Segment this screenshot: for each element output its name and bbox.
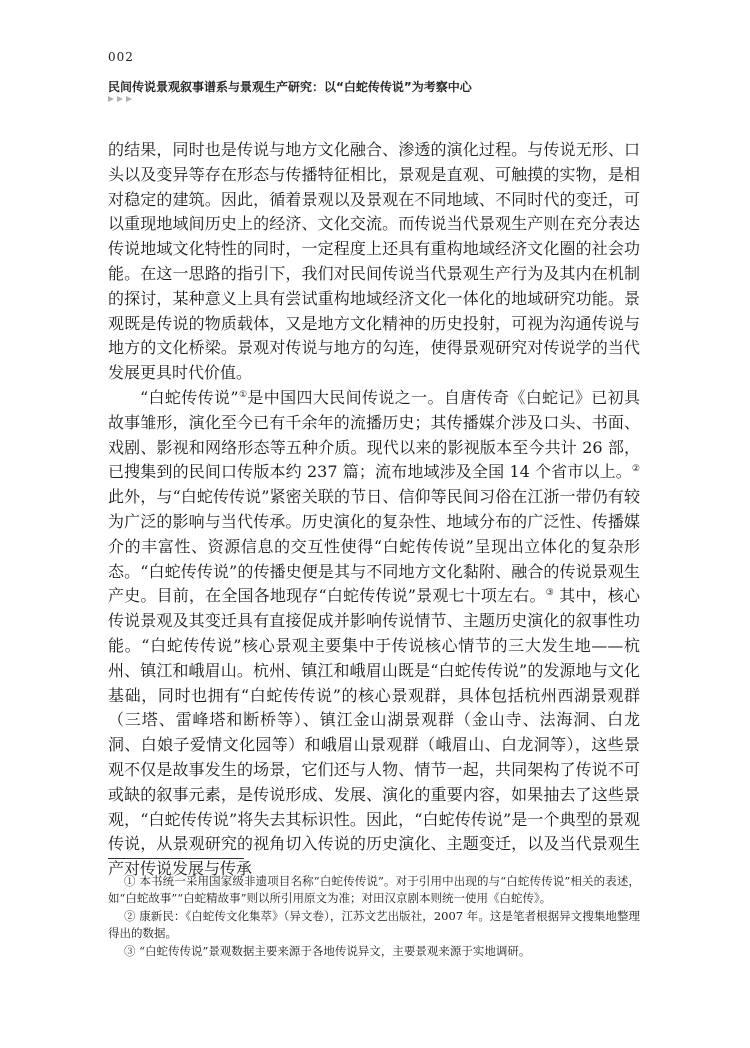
triple-arrow-icon <box>108 96 134 102</box>
footnote-1: ① 本书统一采用国家级非遗项目名称“白蛇传传说”。对于引用中出现的与“白蛇传传说”相关的表述，如“白蛇故事”“白蛇精故事”则以所引用原文为准；对田汉京剧本则统一使用《白蛇传》。 <box>108 874 640 905</box>
paragraph-2-text-b: 是中国四大民间传说之一。自唐传奇《白蛇记》已初具故事雏形，演化至今已有千余年的流播历史；其传播媒介涉及口头、书面、戏剧、影视和网络形态等五种介质。现代以来的影视版本至今共计 26 部，已搜集到的民间口传版本约 237 篇；流布地域涉及全国 14 个省市以上。 <box>108 387 640 482</box>
footnote-ref-3[interactable]: ③ <box>545 588 554 599</box>
paragraph-2-text-a: “白蛇传传说” <box>140 387 239 407</box>
footnote-divider <box>108 858 244 859</box>
footnote-ref-2[interactable]: ② <box>631 464 640 475</box>
paragraph-2-text-d: 其中，核心传说景观及其变迁具有直接促成并影响传说情节、主题历史演化的叙事性功能。“白蛇传传说”核心景观主要集中于传说核心情节的三大发生地——杭州、镇江和峨眉山。杭州、镇江和峨眉山既是“白蛇传传说”的发源地与文化基础，同时也拥有“白蛇传传说”的核心景观群，具体包括杭州西湖景观群（三塔、雷峰塔和断桥等）、镇江金山湖景观群（金山寺、法海洞、白龙洞、白娘子爱情文化园等）和峨眉山景观群（峨眉山、白龙洞等），这些景观不仅是故事发生的场景，它们还与人物、情节一起，共同架构了传说不可或缺的叙事元素，是传说形成、发展、演化的重要内容，如果抽去了这些景观，“白蛇传传说”将失去其标识性。因此，“白蛇传传说”是一个典型的景观传说，从景观研究的视角切入传说的历史演化、主题变迁，以及当代景观生产对传说发展与传承 <box>108 586 640 879</box>
footnote-ref-1[interactable]: ① <box>238 389 248 400</box>
footnote-3: ③ “白蛇传传说”景观数据主要来源于各地传说异文，主要景观来源于实地调研。 <box>124 944 531 958</box>
page-number: 002 <box>108 50 134 64</box>
paragraph-2 <box>108 386 640 882</box>
paragraph-1: 的结果，同时也是传说与地方文化融合、渗透的演化过程。与传说无形、口头以及变异等存在形态与传播特征相比，景观是直观、可触摸的实物，是相对稳定的建筑。因此，循着景观以及景观在不同地域、不同时代的变迁，可以重现地域间历史上的经济、文化交流。而传说当代景观生产则在充分表达传说地域文化特性的同时，一定程度上还具有重构地域经济文化圈的社会功能。在这一思路的指引下，我们对民间传说当代景观生产行为及其内在机制的探讨，某种意义上具有尝试重构地域经济文化一体化的地域研究功能。景观既是传说的物质载体，又是地方文化精神的历史投射，可视为沟通传说与地方的文化桥梁。景观对传说与地方的勾连，使得景观研究对传说学的当代发展更具时代价值。 <box>108 140 640 383</box>
footnote-2: ② 康新民：《白蛇传文化集萃》（异文卷），江苏文艺出版社，2007 年。这是笔者根据异文搜集地整理得出的数据。 <box>108 909 640 940</box>
footnotes <box>108 873 640 961</box>
running-header-title: 民间传说景观叙事谱系与景观生产研究：以“白蛇传传说”为考察中心 <box>108 80 472 94</box>
body-text <box>108 138 640 882</box>
paragraph-2-text-c: 此外，与“白蛇传传说”紧密关联的节日、信仰等民间习俗在江浙一带仍有较为广泛的影响与当代传承。历史演化的复杂性、地域分布的广泛性、传播媒介的丰富性、资源信息的交互性使得“白蛇传传说”呈现出立体化的复杂形态。“白蛇传传说”的传播史便是其与不同地方文化黏附、融合的传说景观生产史。目前，在全国各地现存“白蛇传传说”景观七十项左右。 <box>108 487 640 606</box>
